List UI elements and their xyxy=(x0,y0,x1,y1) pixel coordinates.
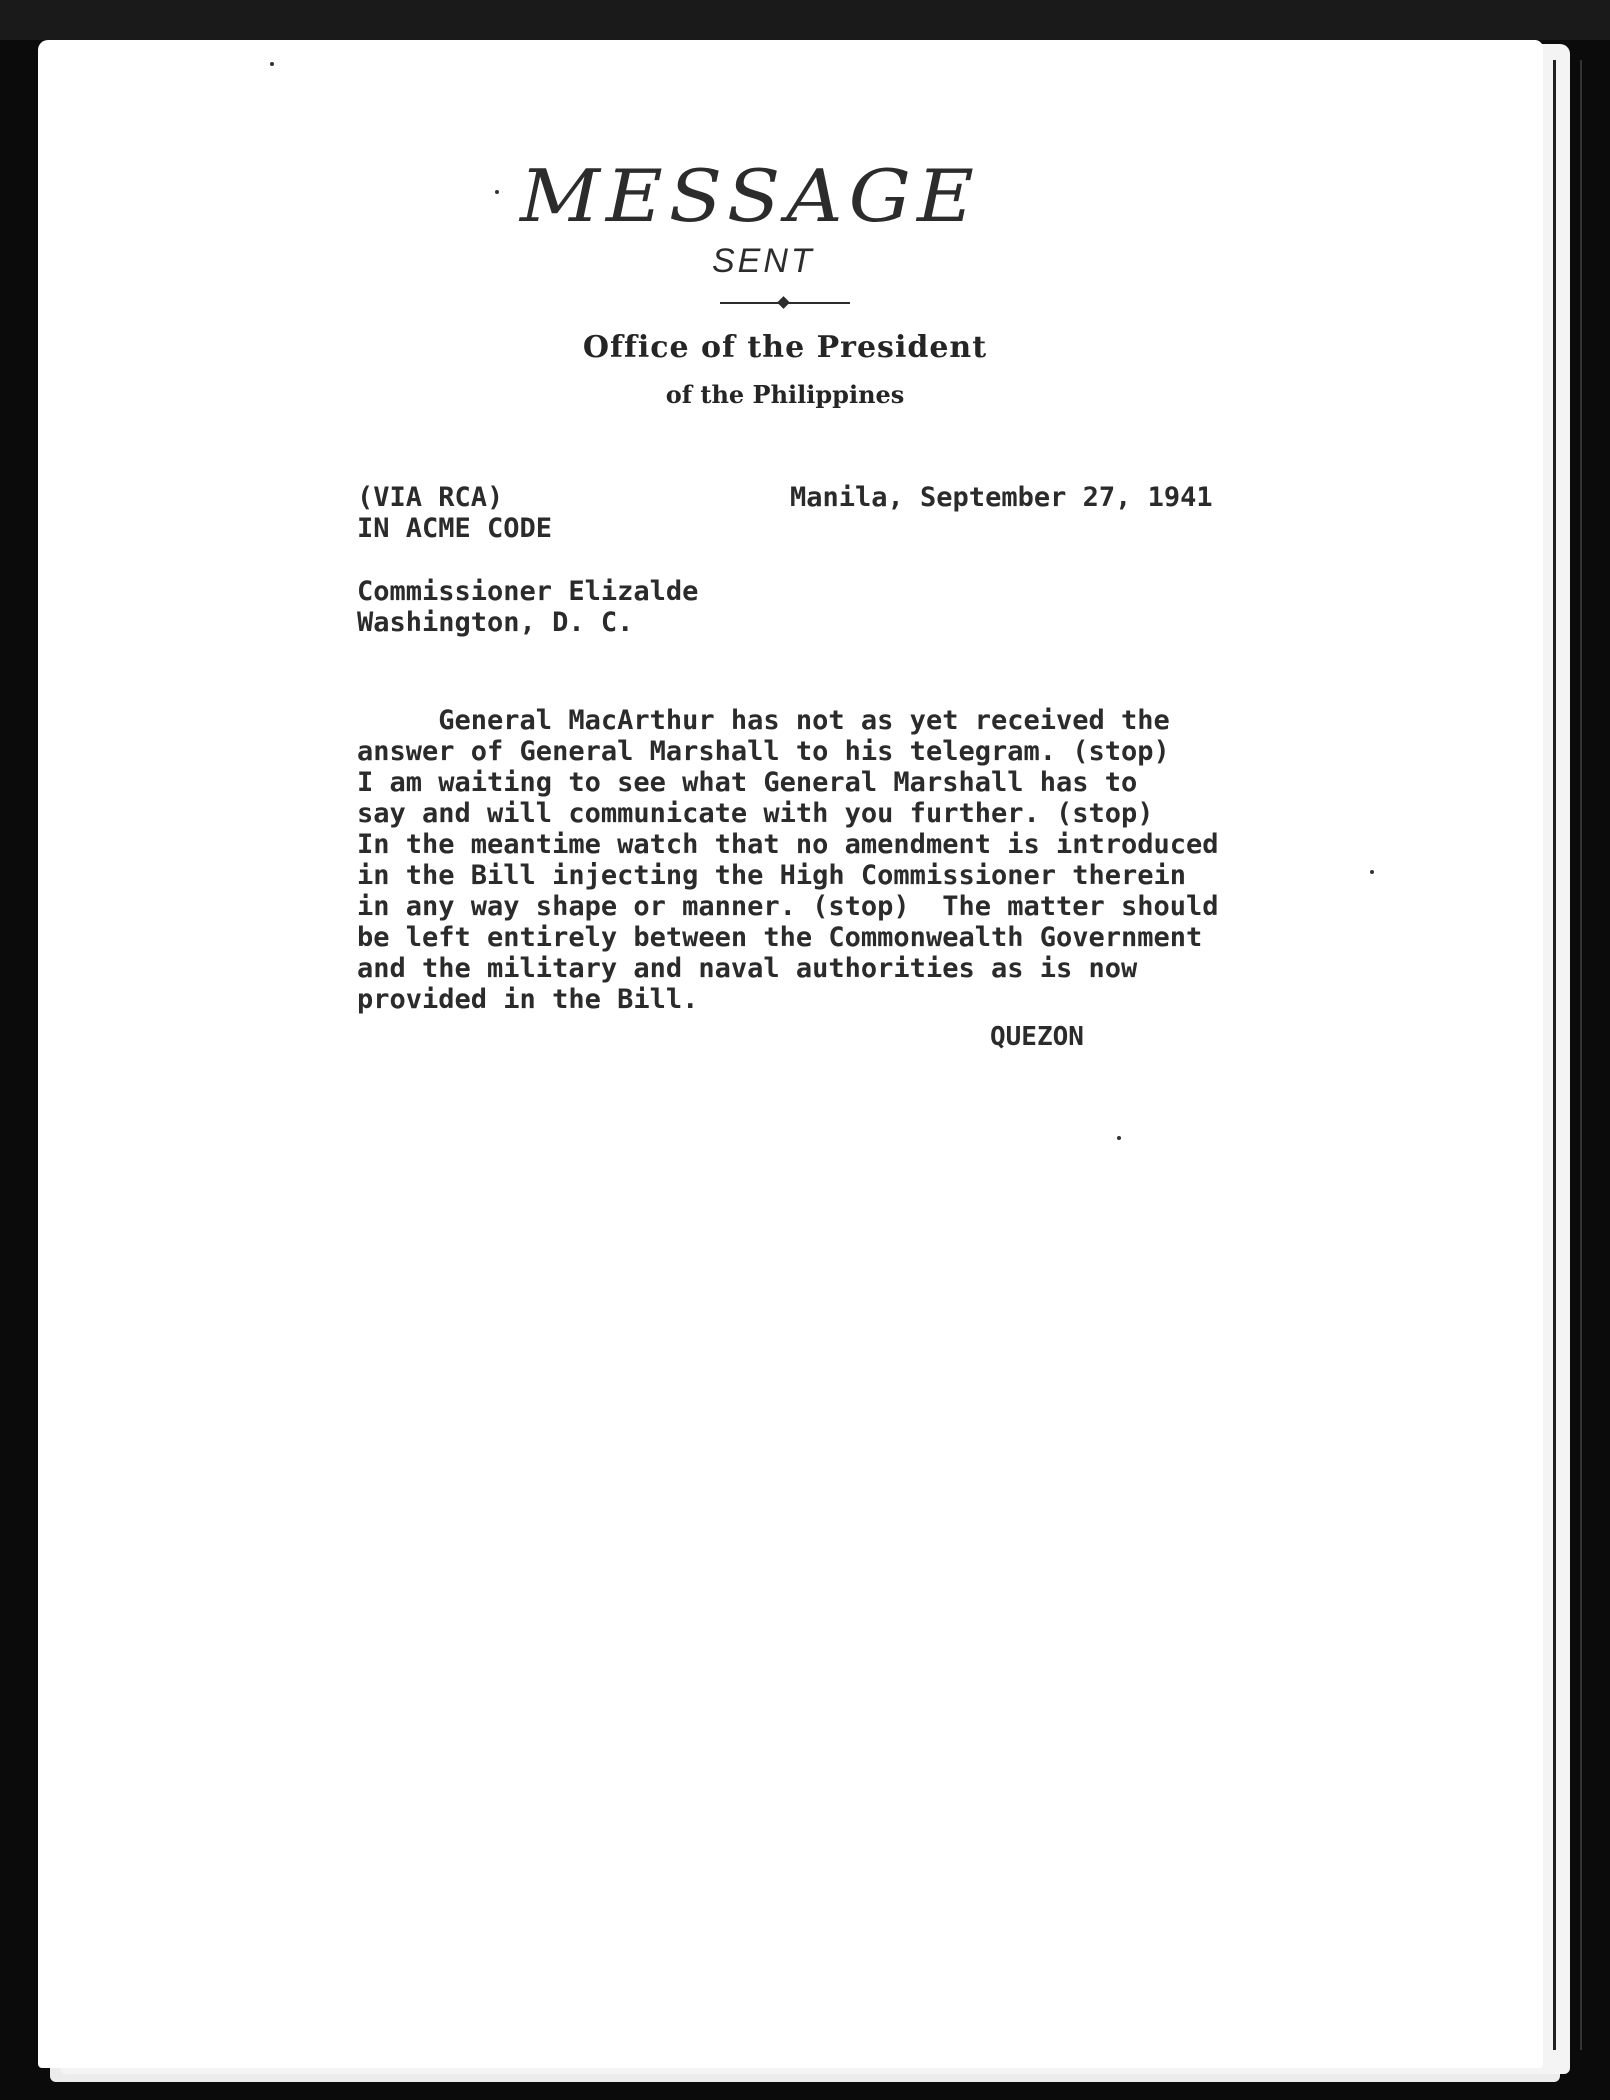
body-line: say and will communicate with you further. (stop) xyxy=(357,798,1154,829)
body-line: In the meantime watch that no amendment is introduced xyxy=(357,829,1219,860)
letterhead-title: MESSAGE xyxy=(520,155,980,239)
body-line: provided in the Bill. xyxy=(357,984,699,1015)
scan-speck xyxy=(1117,1136,1121,1140)
body-line: answer of General Marshall to his telegram. (stop) xyxy=(357,736,1170,767)
addressee-location: Washington, D. C. xyxy=(357,607,634,638)
sheet-edge xyxy=(1580,60,1582,2050)
body-line: in any way shape or manner. (stop) The matter should xyxy=(357,891,1219,922)
body-line: General MacArthur has not as yet received the xyxy=(357,705,1170,736)
sheet-edge xyxy=(1553,60,1556,2050)
office-country: of the Philippines xyxy=(665,380,905,409)
body-line: be left entirely between the Commonwealth Government xyxy=(357,922,1203,953)
routing-code: IN ACME CODE xyxy=(357,513,553,544)
office-name: Office of the President xyxy=(582,330,988,365)
body-line: in the Bill injecting the High Commissioner therein xyxy=(357,860,1187,891)
signature: QUEZON xyxy=(990,1022,1084,1052)
body-line: I am waiting to see what General Marshall has to xyxy=(357,767,1138,798)
message-body xyxy=(357,674,1219,1015)
body-line: and the military and naval authorities as is now xyxy=(357,953,1138,984)
routing-via: (VIA RCA) xyxy=(357,482,504,513)
dateline: Manila, September 27, 1941 xyxy=(790,482,1213,513)
scan-border xyxy=(0,0,1610,40)
scan-speck xyxy=(495,190,499,194)
scan-speck xyxy=(270,62,274,66)
addressee-name: Commissioner Elizalde xyxy=(357,576,699,607)
letterhead-subtitle: SENT xyxy=(712,242,815,280)
scan-speck xyxy=(1370,870,1374,874)
